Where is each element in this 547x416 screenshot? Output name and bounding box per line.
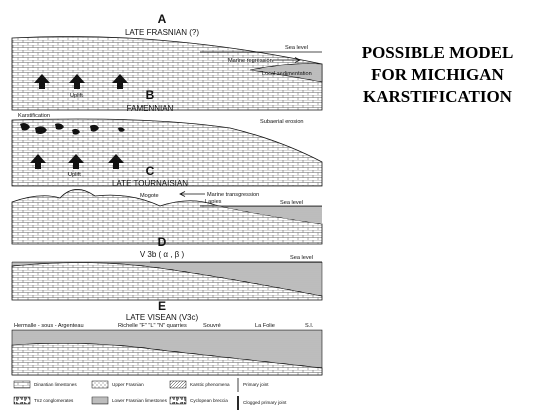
panel-d-letter: D xyxy=(157,235,167,249)
panel-c-subtitle: LATE TOURNAISIAN xyxy=(111,179,189,188)
legend-lower-frasnian-label: Lower Frasnian limestones xyxy=(112,398,167,403)
legend-dinantian-label: Dinantian limestones xyxy=(34,382,77,387)
panel-a-sea-level-label: Sea level xyxy=(285,45,309,51)
panel-b-uplift-label: Uplift xyxy=(68,172,81,178)
panel-c-lapies-label: Lapies xyxy=(205,199,222,205)
panel-e-hermalle-label: Hermalle - sous - Argenteau xyxy=(14,323,84,329)
legend-swatch-upper-frasnian xyxy=(92,381,108,388)
legend-primary-joint-label: Primary joint xyxy=(243,382,269,387)
legend xyxy=(14,378,287,410)
page-title xyxy=(330,42,545,108)
legend-clogged-joint-label: Clogged primary joint xyxy=(243,400,287,405)
panel-c-letter: C xyxy=(145,164,155,178)
panel-e-si-label: S.I. xyxy=(305,323,314,329)
panel-b-karstification-label: Karstification xyxy=(18,113,51,119)
panel-a-uplift-label: Uplift xyxy=(70,93,83,99)
legend-karstic-label: Karstic phenomena xyxy=(190,382,230,387)
panel-a-local-sedimentation-label: Local sedimentation xyxy=(262,71,312,77)
panel-c-limestone xyxy=(12,189,322,244)
panel-e-souvre-label: Souvré xyxy=(203,323,221,329)
panel-a xyxy=(12,12,322,110)
legend-tn2-label: Tn2 conglomerates xyxy=(34,398,74,403)
legend-swatch-lower-frasnian xyxy=(92,397,108,404)
panel-c-sea-level-label: Sea level xyxy=(280,200,304,206)
panel-c-mogote-label: Mogote xyxy=(140,193,159,199)
legend-swatch-tn2 xyxy=(14,397,30,404)
panel-d xyxy=(12,235,322,300)
legend-cyclopean-label: Cyclopean breccia xyxy=(190,398,228,403)
panel-d-sea-level-label: Sea level xyxy=(290,255,314,261)
panel-c-marine-transgression-label: Marine transgression xyxy=(207,192,260,198)
panel-a-subtitle: LATE FRASNIAN (?) xyxy=(124,28,200,37)
panel-b-subtitle: FAMENNIAN xyxy=(126,104,174,113)
panel-e-subtitle: LATE VISEAN (V3c) xyxy=(125,313,199,322)
title-line-2: FOR MICHIGAN xyxy=(371,65,504,84)
panel-e-letter: E xyxy=(157,299,167,313)
legend-swatch-dinantian xyxy=(14,381,30,388)
panel-a-marine-regression-label: Marine regression xyxy=(228,58,273,64)
legend-swatch-karstic xyxy=(170,381,186,388)
panel-a-letter: A xyxy=(157,12,167,26)
panel-e-la-folie-label: La Folie xyxy=(255,323,275,329)
title-line-1: POSSIBLE MODEL xyxy=(361,43,514,62)
panel-c-transgression-arrow xyxy=(180,192,205,197)
legend-swatch-cyclopean xyxy=(170,397,186,404)
legend-upper-frasnian-label: Upper Frasnian xyxy=(112,382,144,387)
panel-e xyxy=(12,299,322,375)
panel-e-richelle-label: Richelle "F" "L" "N" quarries xyxy=(118,323,187,329)
panel-b-subaerial-erosion-label: Subaerial erosion xyxy=(260,119,304,125)
title-line-3: KARSTIFICATION xyxy=(363,87,512,106)
panel-b-letter: B xyxy=(145,88,155,102)
panel-d-subtitle: V 3b ( α , β ) xyxy=(139,250,185,259)
